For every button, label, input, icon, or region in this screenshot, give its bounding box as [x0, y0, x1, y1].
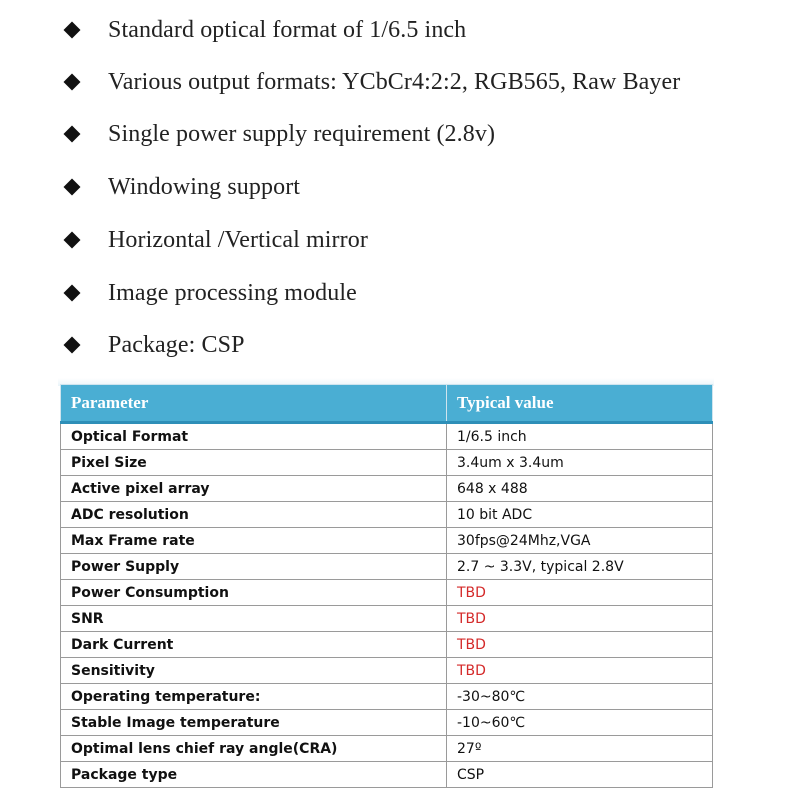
feature-item: [62, 62, 680, 102]
value-cell: 1/6.5 inch: [447, 423, 713, 450]
parameter-cell: Power Consumption: [61, 580, 447, 606]
feature-item: [62, 167, 300, 207]
feature-text: Standard optical format of 1/6.5 inch: [108, 16, 467, 43]
feature-item: [62, 114, 495, 154]
table-row: [61, 528, 713, 554]
value-cell-tbd: TBD: [447, 580, 713, 606]
diamond-bullet-icon: [64, 74, 81, 91]
table-row: [61, 684, 713, 710]
diamond-bullet-icon: [64, 179, 81, 196]
value-cell: 3.4um x 3.4um: [447, 450, 713, 476]
table-row: [61, 736, 713, 762]
table-row: [61, 632, 713, 658]
parameter-cell: Optical Format: [61, 423, 447, 450]
spec-table: [60, 384, 713, 788]
value-cell: 27º: [447, 736, 713, 762]
feature-text: Windowing support: [108, 173, 301, 200]
table-row: [61, 502, 713, 528]
table-row: [61, 658, 713, 684]
table-row: [61, 710, 713, 736]
diamond-bullet-icon: [64, 126, 81, 143]
parameter-cell: ADC resolution: [61, 502, 447, 528]
value-cell-tbd: TBD: [447, 658, 713, 684]
feature-item: [62, 10, 466, 50]
value-cell: 30fps@24Mhz,VGA: [447, 528, 713, 554]
feature-text: Various output formats: YCbCr4:2:2, RGB565, Raw Bayer: [108, 68, 681, 95]
feature-text: Package: CSP: [108, 331, 245, 358]
table-header-row: [61, 385, 713, 423]
value-cell-tbd: TBD: [447, 606, 713, 632]
feature-item: [62, 220, 368, 260]
parameter-cell: Stable Image temperature: [61, 710, 447, 736]
value-cell: 10 bit ADC: [447, 502, 713, 528]
parameter-cell: Active pixel array: [61, 476, 447, 502]
feature-text: Image processing module: [108, 279, 357, 306]
parameter-cell: SNR: [61, 606, 447, 632]
table-row: [61, 423, 713, 450]
value-cell: CSP: [447, 762, 713, 788]
diamond-bullet-icon: [64, 285, 81, 302]
column-header-parameter: Parameter: [61, 385, 447, 423]
diamond-bullet-icon: [64, 232, 81, 249]
feature-item: [62, 325, 245, 365]
parameter-cell: Optimal lens chief ray angle(CRA): [61, 736, 447, 762]
feature-text: Horizontal /Vertical mirror: [108, 226, 368, 253]
table-row: [61, 762, 713, 788]
parameter-cell: Pixel Size: [61, 450, 447, 476]
value-cell: -10~60℃: [447, 710, 713, 736]
feature-item: [62, 273, 357, 313]
parameter-cell: Package type: [61, 762, 447, 788]
parameter-cell: Max Frame rate: [61, 528, 447, 554]
table-row: [61, 476, 713, 502]
table-row: [61, 580, 713, 606]
table-row: [61, 606, 713, 632]
parameter-cell: Dark Current: [61, 632, 447, 658]
diamond-bullet-icon: [64, 22, 81, 39]
feature-text: Single power supply requirement (2.8v): [108, 120, 496, 147]
diamond-bullet-icon: [64, 337, 81, 354]
parameter-cell: Sensitivity: [61, 658, 447, 684]
table-row: [61, 554, 713, 580]
value-cell-tbd: TBD: [447, 632, 713, 658]
value-cell: 2.7 ~ 3.3V, typical 2.8V: [447, 554, 713, 580]
parameter-cell: Power Supply: [61, 554, 447, 580]
value-cell: 648 x 488: [447, 476, 713, 502]
column-header-typical-value: Typical value: [447, 385, 713, 423]
parameter-cell: Operating temperature:: [61, 684, 447, 710]
table-row: [61, 450, 713, 476]
value-cell: -30~80℃: [447, 684, 713, 710]
